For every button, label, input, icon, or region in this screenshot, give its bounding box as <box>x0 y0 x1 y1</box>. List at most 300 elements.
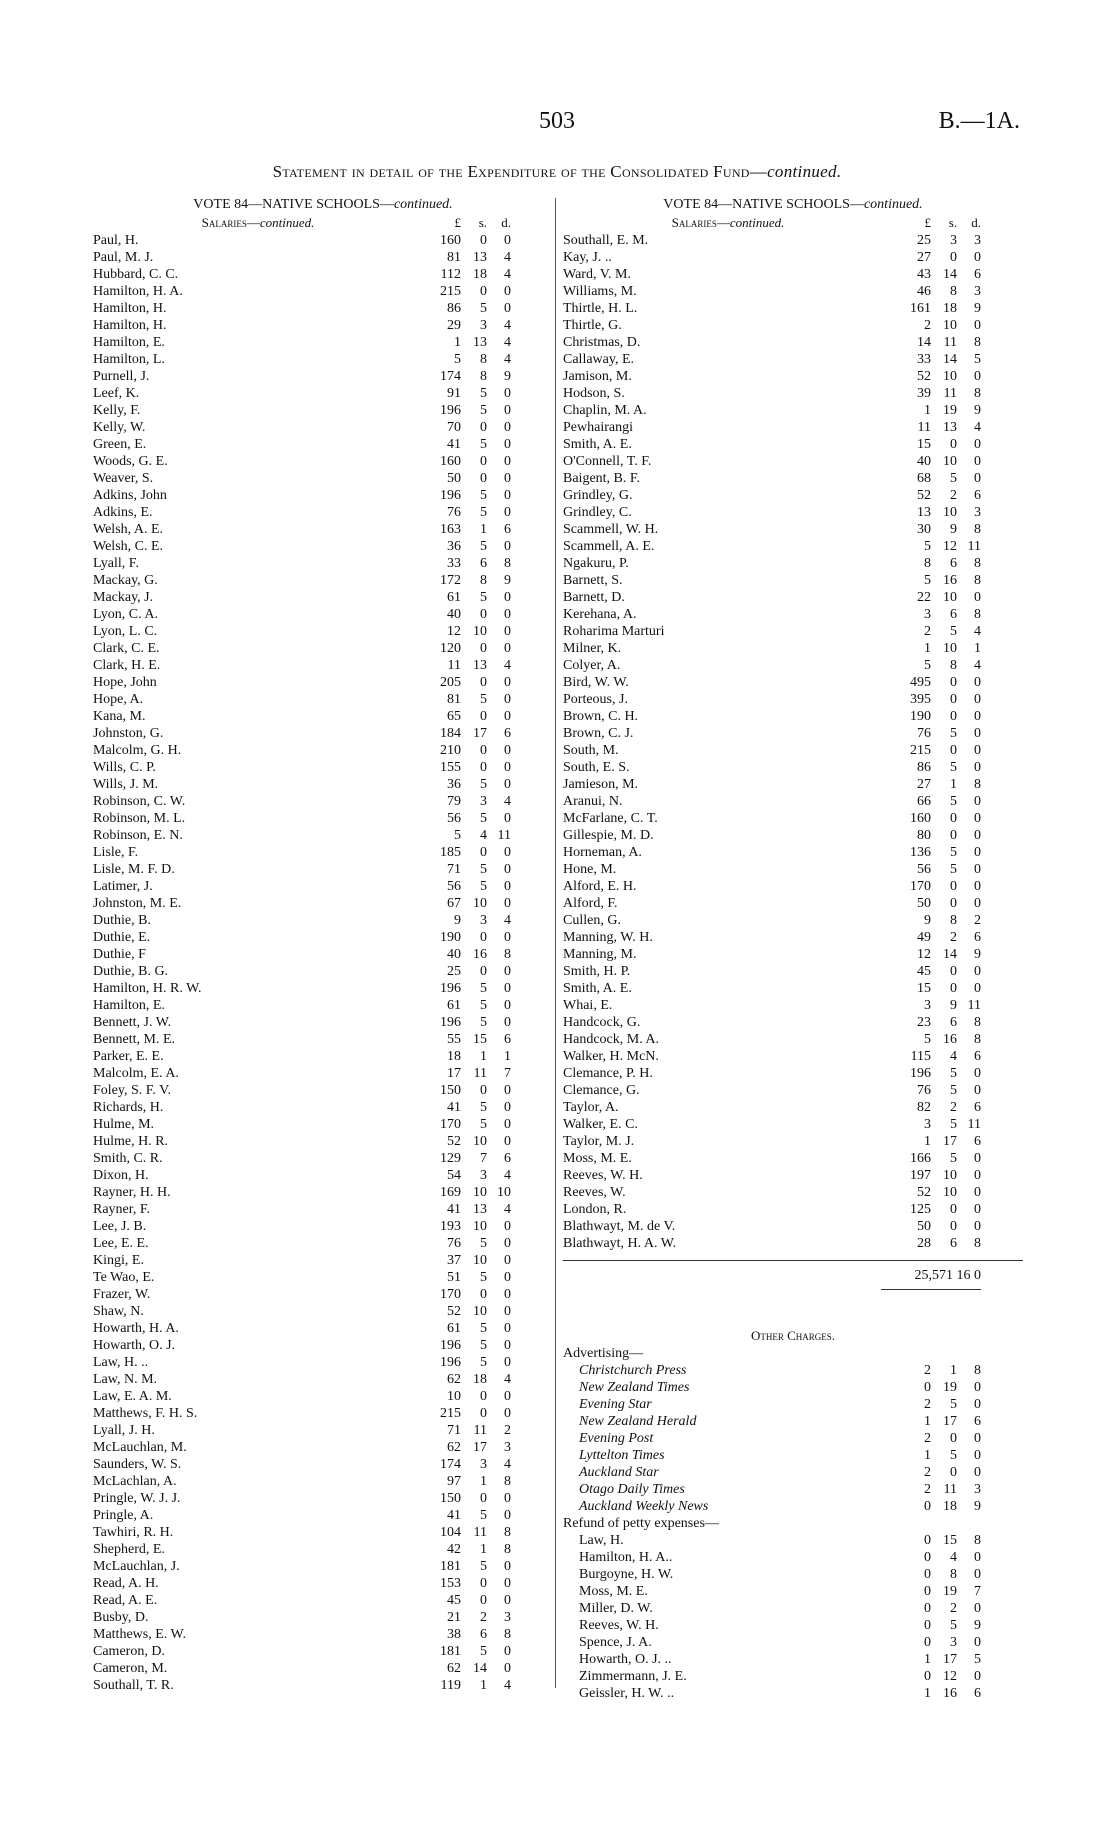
table-row <box>563 1685 1023 1702</box>
payee-name: Hamilton, H. A.. <box>579 1550 673 1565</box>
payee-name: Grindley, C. <box>563 505 632 520</box>
payee-name: Leef, K. <box>93 386 140 401</box>
amount-shillings: 15 <box>473 1032 487 1047</box>
amount-shillings: 18 <box>943 301 957 316</box>
table-row <box>93 385 553 402</box>
amount-pounds: 0 <box>924 1669 931 1684</box>
amount-pence: 0 <box>974 879 981 894</box>
table-row <box>563 1031 1023 1048</box>
amount-pence: 8 <box>974 573 981 588</box>
payee-name: Matthews, E. W. <box>93 1627 186 1642</box>
amount-shillings: 3 <box>480 1168 487 1183</box>
payee-name: Clark, H. E. <box>93 658 161 673</box>
amount-pounds: 76 <box>447 505 461 520</box>
amount-pounds: 150 <box>440 1083 461 1098</box>
amount-shillings: 5 <box>480 1100 487 1115</box>
table-row <box>93 1643 553 1660</box>
amount-pence: 0 <box>504 1338 511 1353</box>
amount-pounds: 14 <box>917 335 931 350</box>
payee-name: Manning, M. <box>563 947 637 962</box>
payee-name: Cameron, M. <box>93 1661 168 1676</box>
table-row <box>563 725 1023 742</box>
left-section-main: Salaries— <box>201 215 260 230</box>
payee-name: Gillespie, M. D. <box>563 828 654 843</box>
payee-name: Reeves, W. H. <box>563 1168 643 1183</box>
amount-shillings: 17 <box>473 1440 487 1455</box>
amount-pounds: 125 <box>910 1202 931 1217</box>
table-row <box>563 606 1023 623</box>
amount-pounds: 37 <box>447 1253 461 1268</box>
amount-pence: 0 <box>504 1491 511 1506</box>
amount-pounds: 210 <box>440 743 461 758</box>
payee-name: McLachlan, A. <box>93 1474 177 1489</box>
payee-name: Barnett, D. <box>563 590 625 605</box>
payee-name: Te Wao, E. <box>93 1270 155 1285</box>
amount-pence: 0 <box>504 284 511 299</box>
amount-shillings: 8 <box>950 913 957 928</box>
amount-pounds: 15 <box>917 981 931 996</box>
amount-shillings: 10 <box>943 641 957 656</box>
amount-pence: 0 <box>974 1066 981 1081</box>
amount-pounds: 76 <box>447 1236 461 1251</box>
amount-pence: 8 <box>974 1533 981 1548</box>
amount-shillings: 10 <box>943 505 957 520</box>
amount-pence: 0 <box>504 1644 511 1659</box>
payee-name: Moss, M. E. <box>579 1584 648 1599</box>
amount-pence: 0 <box>974 862 981 877</box>
amount-shillings: 5 <box>950 1117 957 1132</box>
amount-pounds: 104 <box>440 1525 461 1540</box>
table-row <box>563 1065 1023 1082</box>
amount-shillings: 0 <box>950 964 957 979</box>
table-row <box>93 759 553 776</box>
table-row <box>93 1371 553 1388</box>
amount-shillings: 6 <box>950 1236 957 1251</box>
amount-pence: 3 <box>504 1440 511 1455</box>
amount-pence: 4 <box>974 420 981 435</box>
payee-name: Cameron, D. <box>93 1644 165 1659</box>
amount-shillings: 0 <box>950 250 957 265</box>
amount-pence: 8 <box>974 1236 981 1251</box>
table-row <box>93 1116 553 1133</box>
amount-pence: 0 <box>974 1397 981 1412</box>
amount-pounds: 197 <box>910 1168 931 1183</box>
table-row <box>93 249 553 266</box>
table-row <box>563 1379 1023 1396</box>
amount-shillings: 5 <box>480 488 487 503</box>
amount-shillings: 5 <box>480 862 487 877</box>
amount-shillings: 5 <box>950 1066 957 1081</box>
amount-shillings: 5 <box>950 794 957 809</box>
payee-name: Chaplin, M. A. <box>563 403 647 418</box>
table-row <box>93 555 553 572</box>
left-section-label <box>93 214 423 231</box>
salaries-total: 25,571 16 0 <box>914 1268 981 1283</box>
table-row <box>563 759 1023 776</box>
payee-name: Smith, H. P. <box>563 964 631 979</box>
amount-pence: 9 <box>974 1499 981 1514</box>
amount-shillings: 1 <box>950 1363 957 1378</box>
amount-shillings: 8 <box>950 658 957 673</box>
amount-shillings: 5 <box>480 998 487 1013</box>
table-row <box>93 1422 553 1439</box>
payee-name: Colyer, A. <box>563 658 621 673</box>
payee-name: Brown, C. J. <box>563 726 634 741</box>
table-row <box>563 1218 1023 1235</box>
amount-pounds: 0 <box>924 1567 931 1582</box>
table-row <box>563 742 1023 759</box>
amount-pence: 4 <box>504 335 511 350</box>
amount-pence: 0 <box>504 1355 511 1370</box>
payee-name: Weaver, S. <box>93 471 154 486</box>
payee-name: McFarlane, C. T. <box>563 811 658 826</box>
amount-pounds: 56 <box>917 862 931 877</box>
payee-name: Read, A. E. <box>93 1593 158 1608</box>
payee-name: Cullen, G. <box>563 913 621 928</box>
payee-name: Wills, C. P. <box>93 760 156 775</box>
amount-shillings: 5 <box>480 1355 487 1370</box>
amount-shillings: 19 <box>943 1584 957 1599</box>
amount-shillings: 10 <box>473 1304 487 1319</box>
amount-pence: 4 <box>974 658 981 673</box>
amount-pounds: 196 <box>440 981 461 996</box>
amount-pounds: 1 <box>454 335 461 350</box>
amount-shillings: 3 <box>480 794 487 809</box>
amount-shillings: 0 <box>950 1219 957 1234</box>
amount-pence: 8 <box>974 1032 981 1047</box>
amount-shillings: 1 <box>480 1542 487 1557</box>
table-row <box>93 997 553 1014</box>
amount-pounds: 1 <box>924 1686 931 1701</box>
amount-shillings: 5 <box>480 1236 487 1251</box>
amount-pounds: 15 <box>917 437 931 452</box>
amount-pence: 0 <box>504 403 511 418</box>
amount-shillings: 14 <box>473 1661 487 1676</box>
table-row <box>93 810 553 827</box>
table-row <box>93 1269 553 1286</box>
payee-name: Walker, E. C. <box>563 1117 638 1132</box>
table-row <box>93 1354 553 1371</box>
table-row <box>563 249 1023 266</box>
amount-pounds: 3 <box>924 998 931 1013</box>
amount-pence: 6 <box>974 930 981 945</box>
payee-name: Read, A. H. <box>93 1576 159 1591</box>
amount-shillings: 5 <box>480 1270 487 1285</box>
amount-shillings: 5 <box>950 1618 957 1633</box>
payee-name: Duthie, B. G. <box>93 964 169 979</box>
amount-pounds: 120 <box>440 641 461 656</box>
amount-shillings: 5 <box>480 1321 487 1336</box>
amount-shillings: 0 <box>480 641 487 656</box>
table-row <box>563 1014 1023 1031</box>
amount-pence: 4 <box>504 794 511 809</box>
table-row <box>93 1218 553 1235</box>
table-row <box>563 521 1023 538</box>
amount-shillings: 10 <box>473 1185 487 1200</box>
amount-pounds: 41 <box>447 1508 461 1523</box>
amount-pounds: 70 <box>447 420 461 435</box>
table-row <box>563 929 1023 946</box>
amount-shillings: 5 <box>480 811 487 826</box>
amount-pounds: 136 <box>910 845 931 860</box>
table-row <box>563 657 1023 674</box>
amount-pounds: 215 <box>910 743 931 758</box>
amount-shillings: 19 <box>943 403 957 418</box>
table-row <box>563 623 1023 640</box>
amount-shillings: 0 <box>950 743 957 758</box>
left-vote-main: VOTE 84—NATIVE SCHOOLS— <box>193 197 394 212</box>
amount-pence: 6 <box>974 1049 981 1064</box>
payee-name: Hulme, M. <box>93 1117 155 1132</box>
amount-pence: 4 <box>504 1372 511 1387</box>
table-row <box>93 1337 553 1354</box>
amount-pounds: 27 <box>917 250 931 265</box>
amount-pence: 0 <box>504 1508 511 1523</box>
amount-pounds: 2 <box>924 1363 931 1378</box>
payee-name: Baigent, B. F. <box>563 471 641 486</box>
amount-pence: 0 <box>504 1219 511 1234</box>
payee-name: Welsh, C. E. <box>93 539 164 554</box>
amount-pounds: 52 <box>447 1134 461 1149</box>
amount-pence: 0 <box>504 386 511 401</box>
table-row <box>93 1150 553 1167</box>
payee-name: Callaway, E. <box>563 352 635 367</box>
amount-pence: 0 <box>974 794 981 809</box>
payee-name: Adkins, E. <box>93 505 153 520</box>
amount-pounds: 0 <box>924 1618 931 1633</box>
amount-pence: 0 <box>504 692 511 707</box>
table-row <box>93 436 553 453</box>
payee-name: New Zealand Herald <box>579 1414 697 1429</box>
payee-name: Lyall, F. <box>93 556 139 571</box>
amount-pounds: 52 <box>917 369 931 384</box>
payee-name: Dixon, H. <box>93 1168 149 1183</box>
payee-name: Clemance, P. H. <box>563 1066 653 1081</box>
amount-pence: 0 <box>504 1083 511 1098</box>
amount-shillings: 17 <box>943 1652 957 1667</box>
payee-name: Johnston, M. E. <box>93 896 182 911</box>
amount-shillings: 3 <box>480 913 487 928</box>
amount-shillings: 17 <box>473 726 487 741</box>
amount-pounds: 81 <box>447 250 461 265</box>
payee-name: Robinson, C. W. <box>93 794 186 809</box>
amount-pence: 0 <box>974 1380 981 1395</box>
left-vote-tail: continued. <box>393 197 453 212</box>
amount-pounds: 61 <box>447 998 461 1013</box>
amount-pence: 0 <box>504 743 511 758</box>
amount-pounds: 185 <box>440 845 461 860</box>
table-row <box>93 283 553 300</box>
table-row <box>93 1099 553 1116</box>
amount-shillings: 18 <box>943 1499 957 1514</box>
amount-pounds: 0 <box>924 1550 931 1565</box>
payee-name: Wills, J. M. <box>93 777 159 792</box>
amount-shillings: 0 <box>480 1287 487 1302</box>
amount-shillings: 0 <box>480 1389 487 1404</box>
amount-pence: 0 <box>504 539 511 554</box>
amount-pence: 0 <box>504 1134 511 1149</box>
amount-pence: 0 <box>504 1015 511 1030</box>
table-row <box>93 1014 553 1031</box>
amount-shillings: 0 <box>950 1202 957 1217</box>
amount-pence: 0 <box>504 1406 511 1421</box>
amount-pounds: 39 <box>917 386 931 401</box>
salaries-total-row <box>563 1260 1023 1291</box>
amount-pounds: 1 <box>924 641 931 656</box>
amount-shillings: 0 <box>480 420 487 435</box>
statement-title-tail: continued. <box>767 162 842 181</box>
table-row <box>563 572 1023 589</box>
amount-pounds: 18 <box>447 1049 461 1064</box>
table-row <box>93 1133 553 1150</box>
amount-pounds: 68 <box>917 471 931 486</box>
payee-name: Law, N. M. <box>93 1372 158 1387</box>
payee-name: Jamison, M. <box>563 369 632 384</box>
document-reference: B.—1A. <box>938 108 1020 134</box>
amount-pounds: 33 <box>447 556 461 571</box>
amount-pence: 0 <box>974 471 981 486</box>
amount-pounds: 71 <box>447 1423 461 1438</box>
amount-shillings: 8 <box>480 369 487 384</box>
amount-pence: 6 <box>974 488 981 503</box>
payee-name: Alford, E. H. <box>563 879 637 894</box>
amount-pence: 9 <box>504 369 511 384</box>
amount-pounds: 161 <box>910 301 931 316</box>
amount-pence: 0 <box>504 675 511 690</box>
amount-shillings: 19 <box>943 1380 957 1395</box>
amount-shillings: 5 <box>480 539 487 554</box>
amount-pence: 0 <box>504 845 511 860</box>
right-section-tail: continued. <box>729 215 785 230</box>
amount-pounds: 71 <box>447 862 461 877</box>
amount-pounds: 2 <box>924 1482 931 1497</box>
payee-name: Latimer, J. <box>93 879 153 894</box>
amount-shillings: 14 <box>943 267 957 282</box>
amount-pounds: 1 <box>924 1448 931 1463</box>
amount-shillings: 12 <box>943 1669 957 1684</box>
payee-name: Smith, A. E. <box>563 981 632 996</box>
payee-name: Robinson, E. N. <box>93 828 183 843</box>
amount-pounds: 50 <box>917 896 931 911</box>
payee-name: Duthie, F <box>93 947 146 962</box>
payee-name: Hone, M. <box>563 862 617 877</box>
amount-shillings: 5 <box>950 1448 957 1463</box>
right-column <box>563 196 1023 1702</box>
amount-pounds: 0 <box>924 1380 931 1395</box>
amount-pence: 0 <box>974 369 981 384</box>
table-row <box>93 1524 553 1541</box>
amount-pence: 0 <box>974 1567 981 1582</box>
amount-pence: 0 <box>504 879 511 894</box>
amount-shillings: 5 <box>950 1151 957 1166</box>
table-row <box>563 1413 1023 1430</box>
amount-pence: 0 <box>504 1287 511 1302</box>
amount-shillings: 0 <box>950 675 957 690</box>
amount-pence: 8 <box>504 1525 511 1540</box>
amount-pence: 11 <box>967 998 981 1013</box>
amount-pounds: 12 <box>917 947 931 962</box>
table-row <box>93 980 553 997</box>
amount-pence: 4 <box>504 658 511 673</box>
amount-pence: 0 <box>504 1321 511 1336</box>
table-row <box>93 861 553 878</box>
amount-pence: 0 <box>504 607 511 622</box>
payee-name: Malcolm, G. H. <box>93 743 182 758</box>
amount-pounds: 43 <box>917 267 931 282</box>
amount-pounds: 150 <box>440 1491 461 1506</box>
payee-name: McLauchlan, M. <box>93 1440 187 1455</box>
payee-name: Hamilton, H. <box>93 301 167 316</box>
amount-pence: 4 <box>504 1457 511 1472</box>
amount-pence: 8 <box>974 777 981 792</box>
amount-shillings: 16 <box>943 1686 957 1701</box>
table-row <box>563 1150 1023 1167</box>
amount-pence: 3 <box>504 1610 511 1625</box>
amount-shillings: 11 <box>473 1066 487 1081</box>
payee-name: Evening Star <box>579 1397 652 1412</box>
amount-pounds: 80 <box>917 828 931 843</box>
amount-pounds: 51 <box>447 1270 461 1285</box>
amount-pounds: 129 <box>440 1151 461 1166</box>
amount-shillings: 5 <box>950 1397 957 1412</box>
table-row <box>93 351 553 368</box>
amount-pounds: 97 <box>447 1474 461 1489</box>
amount-pence: 0 <box>504 930 511 945</box>
payee-name: Clemance, G. <box>563 1083 640 1098</box>
amount-pounds: 45 <box>447 1593 461 1608</box>
table-row <box>563 997 1023 1014</box>
payee-name: Lee, J. B. <box>93 1219 147 1234</box>
amount-pence: 9 <box>504 573 511 588</box>
amount-pounds: 3 <box>924 1117 931 1132</box>
amount-pounds: 91 <box>447 386 461 401</box>
amount-pence: 0 <box>504 1117 511 1132</box>
table-row <box>93 1320 553 1337</box>
amount-pence: 2 <box>504 1423 511 1438</box>
payee-name: Richards, H. <box>93 1100 164 1115</box>
payee-name: Howarth, O. J. <box>93 1338 176 1353</box>
amount-shillings: 13 <box>473 335 487 350</box>
table-row <box>93 742 553 759</box>
amount-shillings: 3 <box>480 1457 487 1472</box>
amount-pence: 0 <box>974 828 981 843</box>
payee-name: Purnell, J. <box>93 369 150 384</box>
payee-name: Clark, C. E. <box>93 641 160 656</box>
amount-pounds: 3 <box>924 607 931 622</box>
amount-shillings: 0 <box>480 709 487 724</box>
amount-pence: 6 <box>974 1134 981 1149</box>
amount-pounds: 5 <box>924 658 931 673</box>
payee-name: Hamilton, E. <box>93 998 165 1013</box>
amount-pounds: 82 <box>917 1100 931 1115</box>
amount-pence: 0 <box>504 301 511 316</box>
payee-name: Hamilton, H. A. <box>93 284 183 299</box>
amount-pounds: 1 <box>924 403 931 418</box>
amount-pence: 0 <box>504 1100 511 1115</box>
table-row <box>563 1133 1023 1150</box>
payee-name: Law, H. .. <box>93 1355 149 1370</box>
table-row <box>93 623 553 640</box>
amount-shillings: 9 <box>950 998 957 1013</box>
amount-pounds: 25 <box>447 964 461 979</box>
table-row <box>93 640 553 657</box>
amount-pounds: 2 <box>924 1465 931 1480</box>
payee-name: Matthews, F. H. S. <box>93 1406 198 1421</box>
table-row <box>93 929 553 946</box>
amount-shillings: 14 <box>943 947 957 962</box>
payee-name: Hubbard, C. C. <box>93 267 179 282</box>
payee-name: Hamilton, H. R. W. <box>93 981 202 996</box>
